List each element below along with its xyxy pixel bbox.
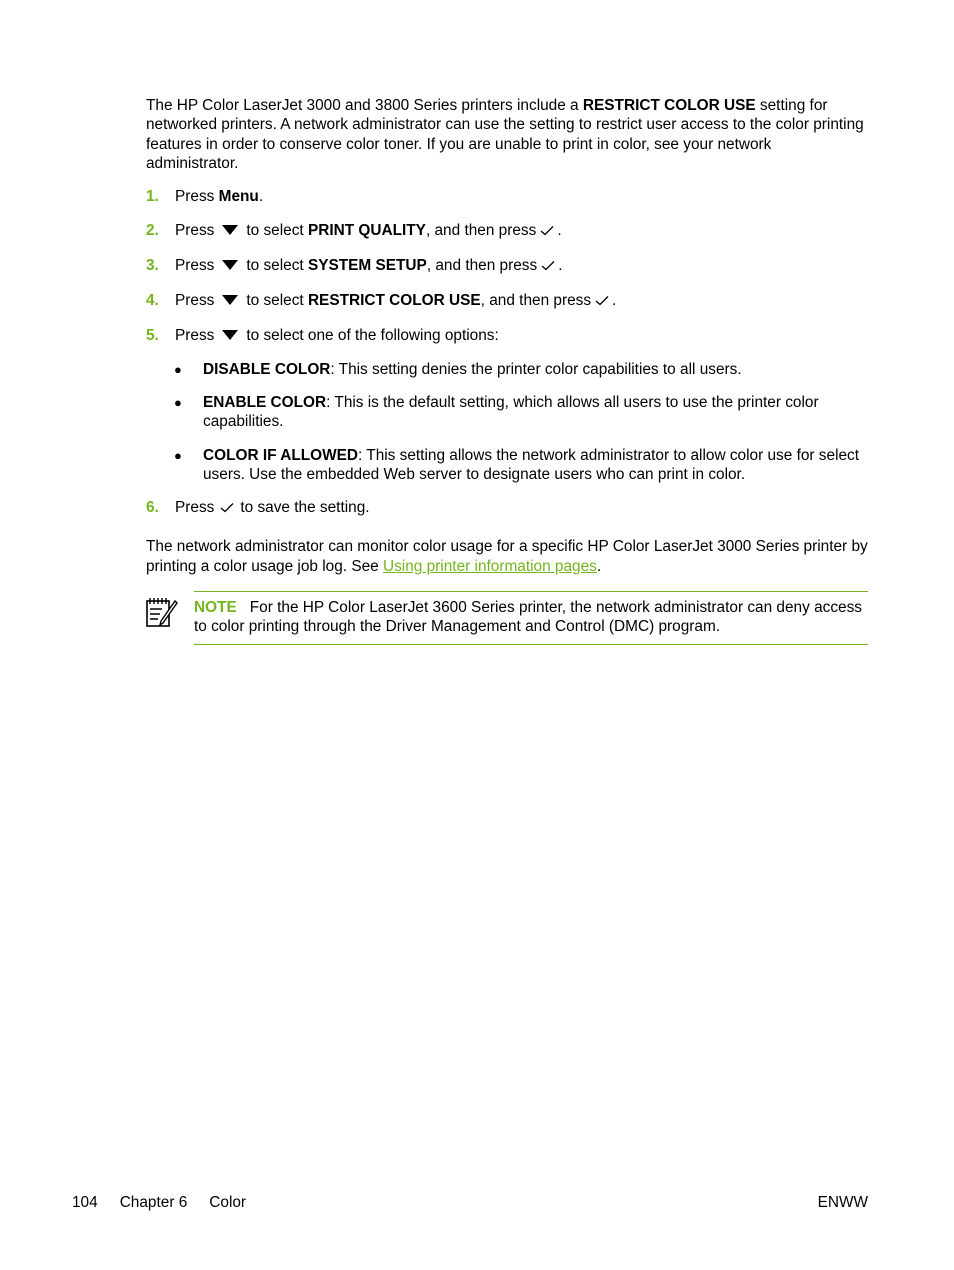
option-text: : This is the default setting, which allows all users to use the printer color capabilities.	[203, 393, 819, 431]
checkmark-icon	[595, 292, 609, 311]
system-setup-term: SYSTEM SETUP	[307, 256, 427, 274]
down-arrow-icon	[222, 257, 238, 276]
printer-info-pages-link[interactable]: Using printer information pages	[383, 557, 597, 575]
step-text-mid: to select	[246, 256, 308, 274]
print-quality-term: PRINT QUALITY	[307, 222, 426, 240]
step-number: 5.	[146, 326, 159, 344]
step-text-post: , and then press	[425, 222, 537, 240]
step-6	[146, 498, 868, 518]
option-term: COLOR IF ALLOWED	[203, 446, 359, 464]
outro-paragraph	[146, 537, 868, 576]
restrict-color-use-term: RESTRICT COLOR USE	[307, 291, 481, 309]
step-text: Press	[175, 188, 219, 206]
step-text-mid: to select	[246, 222, 308, 240]
intro-text: The HP Color LaserJet 3000 and 3800 Series printers include a	[146, 97, 583, 114]
list-item	[174, 360, 868, 379]
checkmark-icon	[220, 499, 234, 518]
step-text-post: to save the setting.	[240, 499, 370, 517]
option-term: DISABLE COLOR	[203, 360, 331, 378]
step-text-mid: to select	[246, 291, 308, 309]
footer-right-label: ENWW	[817, 1194, 868, 1211]
note-text: For the HP Color LaserJet 3600 Series printer, the network administrator can deny access to color printing through the Driver Management and Control (DMC) program.	[194, 599, 862, 636]
step-text: Press	[175, 291, 215, 309]
step-1	[146, 187, 868, 206]
step-number: 4.	[146, 291, 159, 309]
step-number: 1.	[146, 188, 159, 206]
step-text: Press	[175, 499, 215, 517]
step-text-end: .	[258, 188, 264, 206]
list-item	[174, 393, 868, 432]
step-text-post: , and then press	[426, 256, 538, 274]
down-arrow-icon	[222, 292, 238, 311]
intro-paragraph	[146, 96, 868, 173]
step-text-end: .	[612, 291, 617, 309]
step-text-mid: to select one of the following options:	[246, 326, 499, 344]
down-arrow-icon	[222, 222, 238, 241]
step-number: 3.	[146, 256, 159, 274]
step-text: Press	[175, 256, 215, 274]
step-5	[146, 326, 868, 346]
option-text: : This setting denies the printer color capabilities to all users.	[330, 360, 742, 378]
bullet-icon: ●	[174, 447, 182, 463]
step-text-end: .	[557, 222, 562, 240]
page-content	[146, 96, 868, 645]
options-list	[174, 360, 868, 484]
outro-text-end: .	[596, 557, 602, 575]
checkmark-icon	[541, 257, 555, 276]
checkmark-icon	[540, 222, 554, 241]
bullet-icon: ●	[174, 361, 182, 377]
page-number: 104	[72, 1194, 98, 1211]
step-number: 2.	[146, 222, 159, 240]
menu-term: Menu	[218, 188, 259, 206]
note-label: NOTE	[194, 599, 237, 617]
step-text: Press	[175, 326, 215, 344]
list-item	[174, 446, 868, 485]
footer-left	[72, 1193, 868, 1212]
intro-text-continued: setting for networked printers. A network administrator can use the setting to restrict user access to the color printing features in order to conserve color toner. If you are unable to print in color, see your network administrator.	[146, 97, 864, 172]
note-pad-icon	[145, 595, 179, 634]
step-3	[146, 256, 868, 276]
option-text: : This setting allows the network administrator to allow color use for select users. Use the embedded Web server to designate users who can print in color.	[203, 446, 860, 483]
step-4	[146, 291, 868, 311]
step-number: 6.	[146, 499, 159, 517]
step-text-post: , and then press	[480, 291, 592, 309]
page-footer	[72, 1193, 868, 1212]
bullet-icon: ●	[174, 394, 182, 410]
chapter-label: Chapter 6	[119, 1194, 188, 1211]
step-text-end: .	[558, 256, 563, 274]
down-arrow-icon	[222, 327, 238, 346]
step-2	[146, 221, 868, 241]
step-text: Press	[175, 222, 215, 240]
section-label: Color	[209, 1194, 247, 1211]
option-term: ENABLE COLOR	[203, 393, 327, 411]
outro-text: The network administrator can monitor color usage for a specific HP Color LaserJet 3000 Series printer by printing a color usage job log. See	[146, 538, 868, 575]
note-box	[194, 591, 868, 645]
restrict-color-use-term: RESTRICT COLOR USE	[582, 97, 756, 114]
